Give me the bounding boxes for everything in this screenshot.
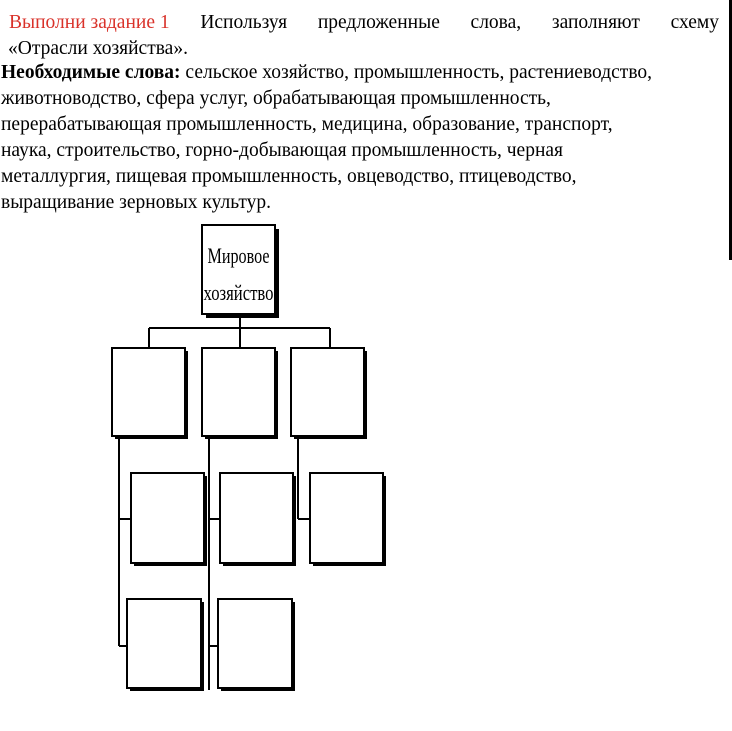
empty-box-row2-2[interactable] [220, 473, 293, 563]
instruction-word: заполняют [551, 12, 640, 33]
task-label: Выполни задание 1 [9, 12, 170, 33]
root-box-title-line-1: Мировое [207, 243, 270, 268]
empty-box-row3-1[interactable] [127, 599, 201, 688]
instruction-word: предложенные [317, 12, 440, 33]
instruction-word: схему [670, 12, 719, 33]
words-line-3: перерабатывающая промышленность, медицина, образование, транспорт, [1, 114, 613, 135]
instruction-word: слова, [470, 12, 522, 33]
row-2-boxes [131, 473, 386, 566]
empty-box-row1-3[interactable] [291, 348, 364, 436]
words-line-6: выращивание зерновых культур. [1, 192, 272, 213]
words-line-2: животноводство, сфера услуг, обрабатывающая промышленность, [1, 88, 551, 109]
empty-box-row1-1[interactable] [112, 348, 185, 436]
root-box-title-line-2: хозяйство [203, 280, 274, 305]
words-line-4: наука, строительство, горно-добывающая промышленность, черная [1, 140, 564, 161]
empty-box-row3-2[interactable] [218, 599, 292, 688]
instruction-word: Используя [200, 12, 288, 33]
task-instruction-line-2: «Отрасли хозяйства». [8, 38, 188, 59]
empty-box-row2-3[interactable] [310, 473, 383, 563]
row-1-boxes [112, 348, 367, 439]
words-line-1-text: сельское хозяйство, промышленность, растениеводство, [180, 62, 653, 83]
root-box [202, 225, 279, 318]
empty-box-row2-1[interactable] [131, 473, 204, 563]
empty-box-row1-2[interactable] [202, 348, 275, 436]
words-heading: Необходимые слова: [1, 62, 181, 83]
words-line-5: металлургия, пищевая промышленность, овцеводство, птицеводство, [1, 166, 577, 187]
